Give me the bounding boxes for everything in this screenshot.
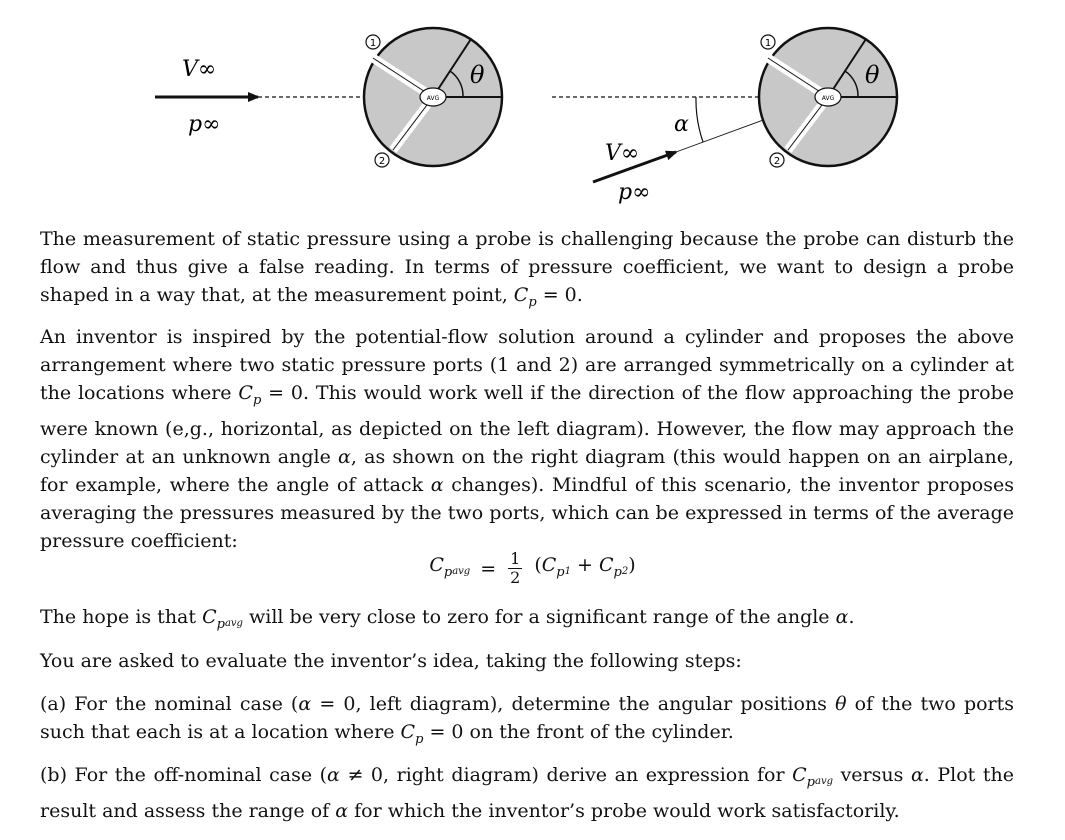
paragraph-part-b: (b) For the off-nominal case (α ≠ 0, right diagram) derive an expression for $C_pavg$ versus α. Plot the result and assess the range of α for which the inventor’s probe would work satisfactorily. bbox=[40, 764, 1014, 822]
left-port-2-marker bbox=[375, 153, 389, 167]
right-pressure-label: p∞ bbox=[618, 180, 651, 205]
left-velocity-label: V∞ bbox=[182, 57, 217, 82]
left-cylinder bbox=[364, 28, 502, 166]
probe-diagrams-figure bbox=[0, 0, 1065, 215]
right-port-2-marker bbox=[770, 153, 784, 167]
left-port-1-marker bbox=[366, 35, 380, 49]
paragraph-steps-intro: You are asked to evaluate the inventor’s idea, taking the following steps: bbox=[40, 650, 742, 672]
paragraph-part-a: (a) For the nominal case (α = 0, left diagram), determine the angular positions θ of the two ports such that each is at a location where $C_p = 0$ on the front of the cylinder. bbox=[40, 693, 1015, 747]
svg-text:2: 2 bbox=[773, 156, 781, 167]
left-theta-label: θ bbox=[470, 61, 485, 89]
right-cylinder bbox=[759, 28, 897, 166]
right-velocity-label: V∞ bbox=[605, 141, 640, 166]
left-diagram bbox=[155, 28, 502, 167]
equation-cp-avg: $C_pavg$ = $\frac{1}{2}$ $(C_p1 + C_p2)$ bbox=[429, 549, 636, 587]
right-theta-label: θ bbox=[865, 61, 880, 89]
svg-text:1: 1 bbox=[369, 38, 377, 49]
paragraph-inventor: An inventor is inspired by the potential-flow solution around a cylinder and proposes the above arrangement where two static pressure ports (1 and 2) are arranged symmetrically on a cylinder at the locations where $C_p = 0$. This would work well if the direction of the flow approaching the probe were known (e,g., horizontal, as depicted on the left diagram). However, the flow may approach the cylinder at an unknown angle α, as shown on the right diagram (this would happen on an airplane, for example, where the angle of attack α changes). Mindful of this scenario, the inventor proposes averaging the pressures measured by the two ports, which can be expressed in terms of the average pressure coefficient: bbox=[40, 326, 1014, 552]
left-pressure-label: p∞ bbox=[188, 112, 221, 137]
right-port-1-marker bbox=[761, 35, 775, 49]
right-alpha-arc bbox=[696, 97, 703, 142]
right-diagram bbox=[552, 28, 897, 205]
paragraph-intro: The measurement of static pressure using a probe is challenging because the probe can disturb the flow and thus give a false reading. In terms of pressure coefficient, we want to design a probe shaped in a way that, at the measurement point, $C_p = 0$. bbox=[40, 228, 1014, 310]
paragraph-hope: The hope is that $C_pavg$ will be very close to zero for a significant range of the angle α. bbox=[40, 606, 855, 632]
right-alpha-label: α bbox=[674, 112, 689, 137]
svg-text:2: 2 bbox=[378, 156, 386, 167]
right-avg-label: AVG bbox=[821, 95, 835, 102]
svg-text:1: 1 bbox=[764, 38, 772, 49]
left-avg-label: AVG bbox=[426, 95, 440, 102]
